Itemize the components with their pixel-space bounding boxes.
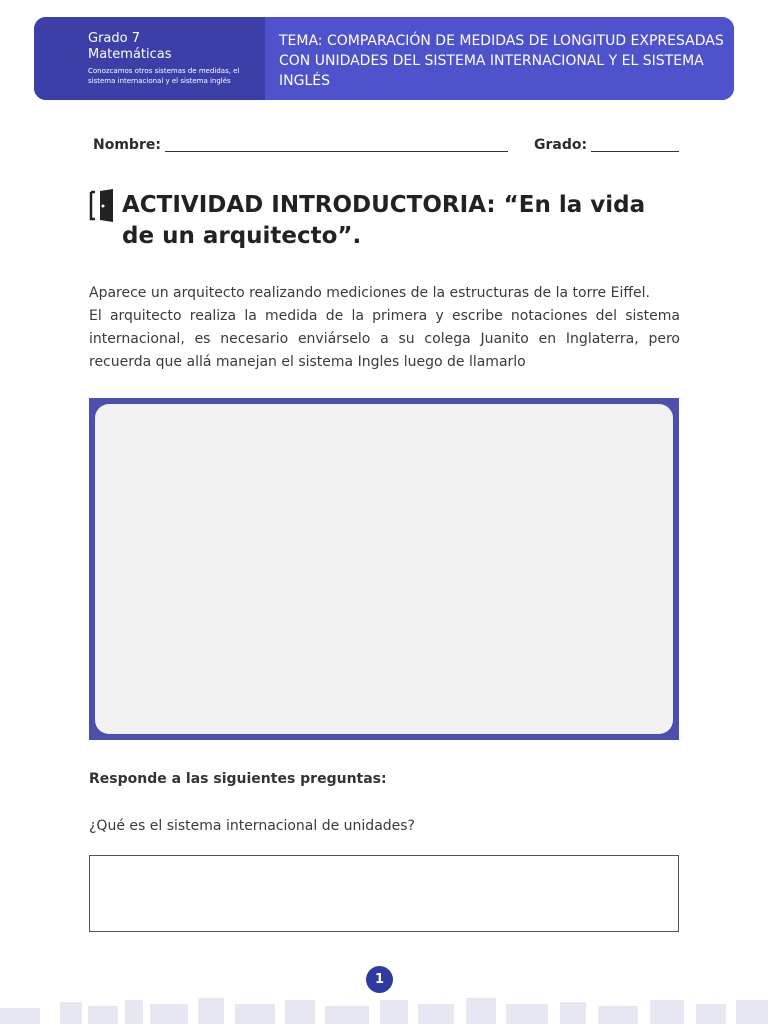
course-subtitle: Conozcamos otros sistemas de medidas, el sistema internacional y el sistema inglés xyxy=(88,67,240,85)
subject-label: Matemáticas xyxy=(88,47,172,62)
description-paragraph: El arquitecto realiza la medida de la primera y escribe notaciones del sistema internacional, es necesario enviárselo a su colega Juanito en Inglaterra, pero recuerda que allá manejan el sistema Ingles luego de llamarlo xyxy=(89,308,680,370)
door-icon xyxy=(89,189,115,222)
name-label: Nombre: xyxy=(93,137,161,153)
header-banner xyxy=(34,17,734,100)
page-number-badge: 1 xyxy=(366,966,393,993)
question-text: ¿Qué es el sistema internacional de unidades? xyxy=(89,818,415,834)
illustration-area xyxy=(95,404,673,734)
grade-label: Grado 7 xyxy=(88,31,140,46)
illustration-frame xyxy=(89,398,679,740)
questions-heading: Responde a las siguientes preguntas: xyxy=(89,771,387,787)
footer-decoration xyxy=(0,994,768,1024)
header-course-info xyxy=(34,17,265,100)
topic-title: TEMA: COMPARACIÓN DE MEDIDAS DE LONGITUD EXPRESADAS CON UNIDADES DEL SISTEMA INTERNACIONAL Y EL SISTEMA INGLÉS xyxy=(265,17,734,100)
description-paragraph: Aparece un arquitecto realizando mediciones de la estructuras de la torre Eiffel. xyxy=(89,285,650,301)
grade-field[interactable] xyxy=(591,151,679,152)
answer-box[interactable] xyxy=(89,855,679,932)
student-info-row xyxy=(93,135,679,155)
activity-title: ACTIVIDAD INTRODUCTORIA: “En la vida de un arquitecto”. xyxy=(122,192,646,249)
activity-description xyxy=(89,282,680,374)
name-field[interactable] xyxy=(165,151,508,152)
grade-field-label: Grado: xyxy=(534,137,588,153)
